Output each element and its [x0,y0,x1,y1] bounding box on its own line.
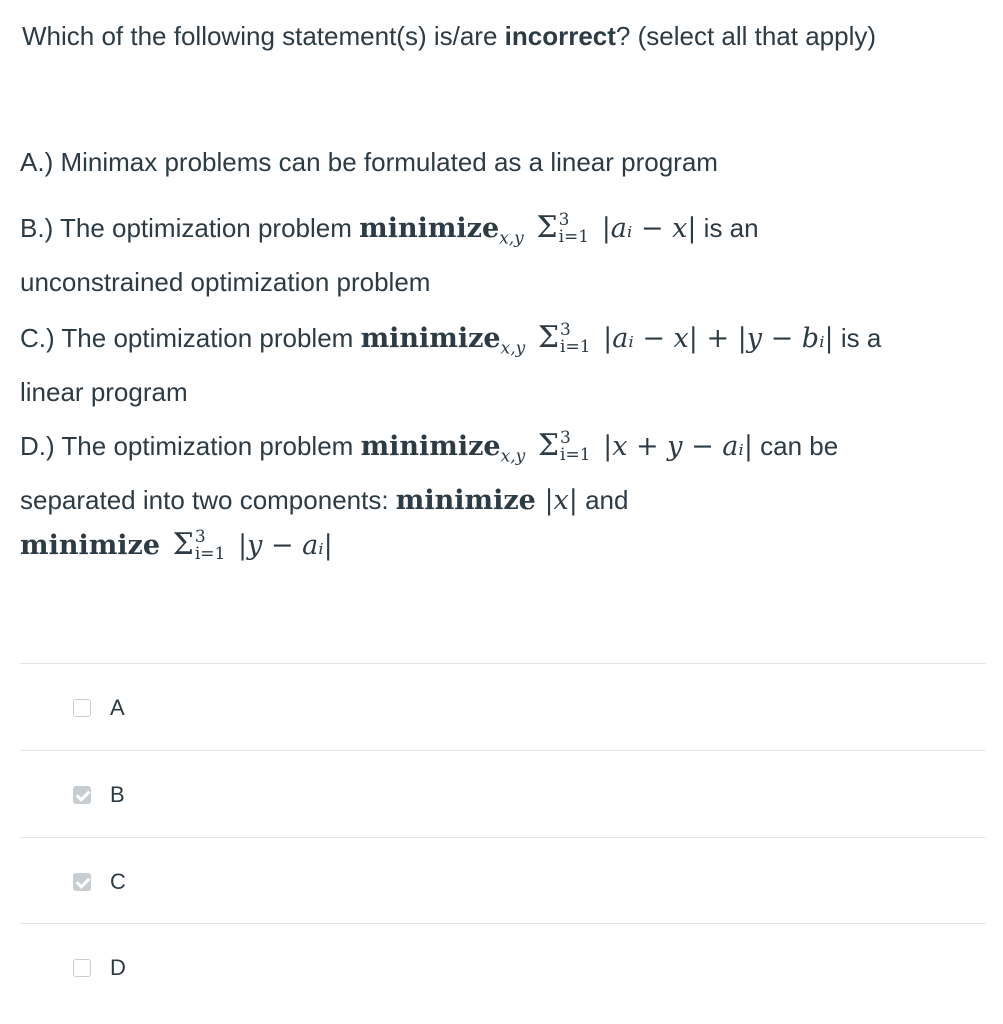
checkbox-c[interactable] [73,873,91,891]
statement-c [20,316,980,414]
answer-option-d[interactable] [20,924,986,1010]
sigma-symbol: Σ 3 i=1 [536,210,590,247]
statement-d-line3-formula: minimize Σ 3 i=1 |y − aᵢ| [20,530,333,561]
statement-c-formula: minimize$_{x,y}$ Σ 3 i=1 |aᵢ − x| + |y − bᵢ| [361,323,834,354]
statement-d-prefix: D.) The optimization problem [20,431,361,461]
statement-c-line2: linear program [20,377,188,408]
question-emphasis: incorrect [504,21,616,51]
answer-option-a[interactable] [20,664,986,750]
question-suffix: ? (select all that apply) [615,21,877,51]
checkbox-a[interactable] [73,699,91,717]
question-prefix: Which of the following statement(s) is/are [22,21,505,51]
statement-a-text: A.) Minimax problems can be formulated as a linear program [20,147,718,177]
option-label-c: C [110,869,126,894]
sigma-symbol: Σ 3 i=1 [172,527,226,565]
question-prompt [22,20,876,52]
statement-c-prefix: C.) The optimization problem [20,323,361,353]
statement-d-line2-prefix: separated into two components: [20,485,396,516]
option-label-a: A [110,695,125,720]
answer-option-b[interactable] [20,751,986,837]
statement-b-line2: unconstrained optimization problem [20,267,431,298]
checkbox-d[interactable] [73,959,91,977]
statement-b-suffix: is an [696,213,759,243]
statement-d [20,424,980,568]
statement-d-suffix: can be [752,431,839,461]
sigma-symbol: Σ 3 i=1 [537,320,591,357]
statement-d-line2-formula: minimize |x| [395,485,578,517]
statement-c-suffix: is a [833,323,882,353]
checkbox-b[interactable] [73,786,91,804]
statement-d-formula: minimize$_{x,y}$ Σ 3 i=1 |x + y − aᵢ| [361,431,753,462]
statement-d-line2-suffix: and [577,485,629,516]
option-label-d: D [110,955,126,980]
statement-a [20,140,980,184]
option-label-b: B [110,782,125,807]
statement-b [20,206,980,304]
statement-b-formula: minimize$_{x,y}$ Σ 3 i=1 |aᵢ − x| [359,213,696,244]
statement-b-prefix: B.) The optimization problem [20,213,360,243]
answer-option-c[interactable] [20,838,986,924]
sigma-symbol: Σ 3 i=1 [537,428,591,465]
